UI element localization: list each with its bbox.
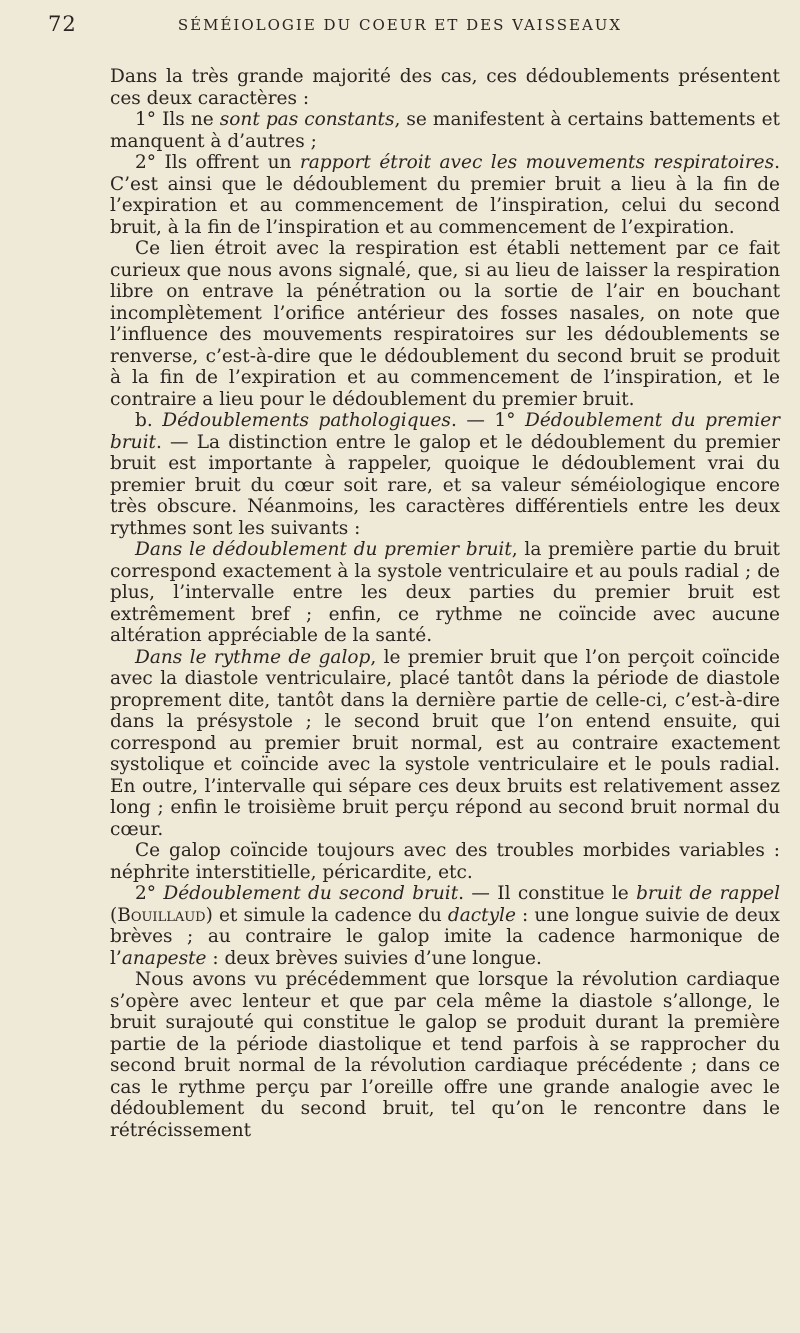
paragraph: Ce galop coïncide toujours avec des troubles morbides variables : néphrite interstitielle, péricardite, etc. (110, 840, 780, 883)
italic-text: sont pas constants (219, 109, 395, 130)
paragraph: 1° Ils ne sont pas constants, se manifestent à certains battements et manquent à d’autres ; (110, 109, 780, 152)
running-title: SÉMÉIOLOGIE DU COEUR ET DES VAISSEAUX (177, 16, 623, 34)
paragraph: 2° Ils offrent un rapport étroit avec les mouvements respiratoires. C’est ainsi que le dédoublement du premier bruit a lieu à la fin de l’expiration et au commencement de l’inspiration, celui du second bruit, à la fin de l’inspiration et au commencement de l’expiration. (110, 152, 781, 238)
paragraph: Dans le dédoublement du premier bruit, la première partie du bruit correspond exactement à la systole ventriculaire et au pouls radial ; de plus, l’intervalle entre les deux parties du premier bruit est extrêmement bref ; enfin, ce rythme ne coïncide avec aucune altération appréciable de la santé. (110, 539, 780, 646)
italic-text: Dédoublement du premier bruit (110, 410, 780, 453)
body-text (110, 66, 780, 1141)
italic-text: Dans le dédoublement du premier bruit (135, 539, 512, 560)
paragraph: 2° Dédoublement du second bruit. — Il constitue le bruit de rappel (Bouillaud) et simule la cadence du dactyle : une longue suivie de deux brèves ; au contraire le galop imite la cadence harmonique de l’anapeste : deux brèves suivies d’une longue. (110, 883, 780, 969)
page-number: 72 (48, 12, 77, 36)
italic-text: dactyle (447, 904, 516, 926)
italic-text: bruit de rappel (636, 883, 780, 904)
paragraph: Dans la très grande majorité des cas, ces dédoublements présentent ces deux caractères : (110, 66, 780, 109)
italic-text: rapport étroit avec les mouvements respiratoires (299, 152, 775, 173)
paragraph: b. Dédoublements pathologiques. — 1° Dédoublement du premier bruit. — La distinction entre le galop et le dédoublement du premier bruit est importante à rappeler, quoique le dédoublement vrai du premier bruit du cœur soit rare, et sa valeur séméiologique encore très obscure. Néanmoins, les caractères différentiels entre les deux rythmes sont les suivants : (110, 410, 780, 539)
italic-text: anapeste (121, 947, 207, 969)
small-caps-text: Bouillaud (117, 904, 206, 926)
paragraph: Dans le rythme de galop, le premier bruit que l’on perçoit coïncide avec la diastole ventriculaire, placé tantôt dans la période de diastole proprement dite, tantôt dans la dernière partie de celle-ci, c’est-à-dire dans la présystole ; le second bruit que l’on entend ensuite, qui correspond au premier bruit normal, est au contraire exactement systolique et coïncide avec la systole ventriculaire et le pouls radial. En outre, l’intervalle qui sépare ces deux bruits est relativement assez long ; enfin le troisième bruit perçu répond au second bruit normal du cœur. (110, 646, 781, 840)
page-header (0, 12, 800, 38)
paragraph: Nous avons vu précédemment que lorsque la révolution cardiaque s’opère avec lenteur et que par cela même la diastole s’allonge, le bruit surajouté qui constitue le galop se produit durant la première partie de la période diastolique et tend parfois à se rapprocher du second bruit normal de la révolution cardiaque précédente ; dans ce cas le rythme perçu par l’oreille offre une grande analogie avec le dédoublement du second bruit, tel qu’on le rencontre dans le rétrécissement (110, 969, 780, 1141)
paragraph: Ce lien étroit avec la respiration est établi nettement par ce fait curieux que nous avons signalé, que, si au lieu de laisser la respiration libre on entrave la pénétration ou la sortie de l’air en bouchant incomplètement l’orifice antérieur des fosses nasales, on note que l’influence des mouvements respiratoires sur les dédoublements se renverse, c’est-à-dire que le dédoublement du second bruit se produit à la fin de l’expiration et au commencement de l’inspiration, et le contraire a lieu pour le dédoublement du premier bruit. (110, 238, 780, 410)
italic-text: Dédoublement du second bruit (163, 883, 459, 904)
italic-text: Dans le rythme de galop (135, 646, 371, 668)
italic-text: Dédoublements pathologiques (162, 410, 451, 431)
